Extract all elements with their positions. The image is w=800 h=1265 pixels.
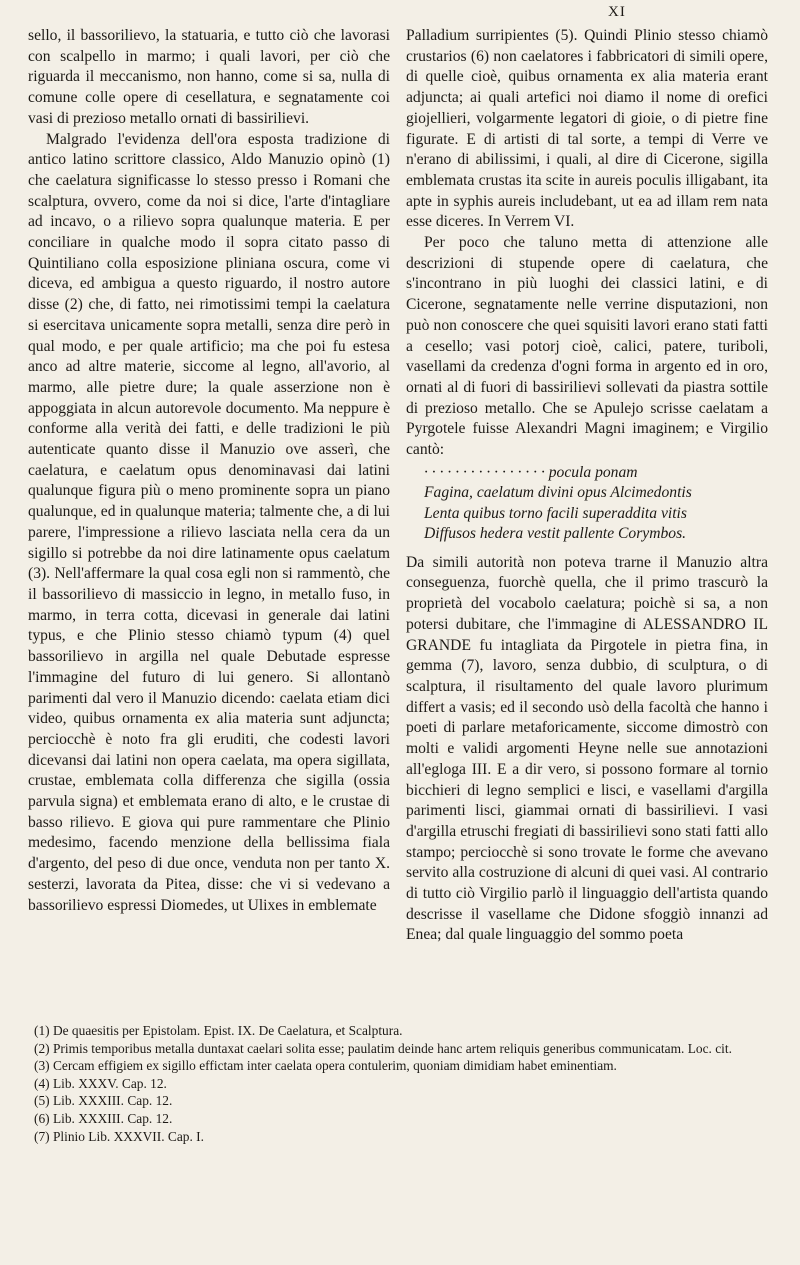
footnote-6: (6) Lib. XXXIII. Cap. 12. [34,1110,173,1126]
left-paragraph-2: Malgrado l'evidenza dell'ora esposta tradizione di antico latino scrittore classico, Aldo Manuzio opinò (1) che caelatura significasse lo stesso presso i Romani che scalptura, ovvero, come da noi si dice, l'arte d'intagliare ad incavo, o a rilievo sopra qualunque materia. E per conciliare in qualche modo il sopra citato passo di Quintiliano colla esposizione pliniana oscura, come vi diceva, ed ambigua a questo riguardo, il nostro autore disse (2) che, di fatto, nei rimotissimi tempi la caelatura si esercitava unicamente sopra metalli, senza dire però in qual modo, e per quale artificio; ma che poi fu estesa anco ad altre materie, siccome al legno, all'avorio, al marmo, alle pietre dure; la quale asserzione non è appoggiata in alcun autorevole documento. Ma neppure è conforme alla verità dei fatti, e delle tradizioni le più autenticate quanto disse il Manuzio ove asserì, che caelatura, e caelatum opus denominavasi dai latini qualunque figura più o meno prominente sopra un piano qualunque, ed in qualunque materia; talmente che, a di lui parere, l'impressione a rilievo lasciata nella cera da un sigillo si potrebbe da noi dire latinamente opus caelatum (3). Nell'affermare la qual cosa egli non si rammentò, che il bassorilievo di massiccio in legno, in metallo fuso, in marmo, in terra cotta, dicevasi in generale dai latini typus, e che Plinio stesso chiamò typum (4) quel bassorilievo in argilla nel quale Debutade espresse l'immagine del futuro di lui genero. Si allontanò parimenti dal vero il Manuzio dicendo: caelata etiam dici video, quibus ornamenta ex alia materia sunt adjuncta; perciocchè è noto fra gli eruditi, che codesti lavori dicevansi dai latini non opera caelata, ma opera sigillata, crustae, emblemata colla differenza che sigilla (ossia parvula signa) et emblemata erano di alto, e le crustae di basso rilievo. E giova qui pure rammentare che Plinio medesimo, facendo menzione della bellissima fiala d'argento, del peso di due once, venduta non per tanto X. sesterzi, lavorata da Pitea, disse: che vi si vedevano a bassorilievo espressi Diomedes, ut Ulixes in emblemate [28,130,390,914]
footnote-7: (7) Plinio Lib. XXXVII. Cap. I. [34,1128,204,1144]
footnote-5: (5) Lib. XXXIII. Cap. 12. [34,1093,173,1109]
virgil-verse-quote: · · · · · · · · · · · · · · · · pocula ponam Fagina, caelatum divini opus Alcimedontis Lenta quibus torno facili superaddita vitis Diffusos hedera vestit pallente Corymbos. [424,463,692,543]
footnote-1: (1) De quaesitis per Epistolam. Epist. IX. De Caelatura, et Scalptura. [34,1023,403,1038]
left-column [28,26,390,916]
right-paragraph-2: Per poco che taluno metta di attenzione alle descrizioni di stupende opere di caelatura, che s'incontrano in più luoghi dei classici latini, e di Cicerone, segnatamente nelle verrine disputazioni, non può non conoscere che quei squisiti lavori erano stati fatti a cesello; vasi potorj cioè, calici, patere, turiboli, vasellami da credenza d'ogni forma in argento ed in oro, ornati al di fuori di bassirilievi sollevati da piastra sottile di prezioso metallo. Che se Apulejo scrisse caelatam a Pyrgotele fuisse Alexandri Magni imaginem; e Virgilio cantò: [406,234,768,459]
footnote-4: (4) Lib. XXXV. Cap. 12. [34,1075,167,1091]
right-paragraph-3: Da simili autorità non poteva trarne il Manuzio altra conseguenza, fuorchè quella, che il primo trascurò la proprietà del vocabolo caelatura; poichè si sa, a non potersi dubitare, che l'immagine di ALESSANDRO IL GRANDE fu intagliata da Pirgotele in pietra fina, in gemma (7), lavoro, senza dubbio, di sculptura, o di scalptura, il risultamento del quale lavoro plurimum differt a vasis; ed il secondo usò della facoltà che hanno i poeti di parlare metaforicamente, siccome dimostrò con molti e validi argomenti Heyne nelle sue annotazioni all'egloga III. E a dir vero, si possono formare al tornio bicchieri di legno semplici e lisci, e vasellami d'argilla parimenti lisci, giammai ornati di bassirilievi. I vasi d'argilla etruschi fregiati di bassirilievi sono stati fatti allo stampo; perciocchè si sono trovate le forme che avevano servito alla costruzione di alcuni di quei vasi. Al contrario di tutto ciò Virgilio parlò il linguaggio dell'artista quando descrisse il vasellame che Didone sfoggiò innanzi ad Enea; dal quale linguaggio del sommo poeta [406,553,768,944]
left-paragraph-1: sello, il bassorilievo, la statuaria, e tutto ciò che lavorasi con scalpello in marmo; i quali lavori, per ciò che riguarda il meccanismo, non hanno, come si sa, nulla di comune colle opere di cesellatura, e segnatamente coi vasi di prezioso metallo ornati di bassirilievi. [28,27,390,127]
page-number: XI [608,4,626,20]
footnotes [28,1022,772,1145]
right-paragraph-1: Palladium surripientes (5). Quindi Plinio stesso chiamò crustarios (6) non caelatores i fabbricatori di simili opere, di quelle cioè, quibus ornamenta ex alia materia erant adjuncta; ai quali artefici noi diamo il nome di orefici giojellieri, volgarmente legatori di gioie, o di pietre fine figurate. E di artisti di tal sorte, a tempi di Verre ve n'erano di abilissimi, i quali, al dire di Cicerone, sigilla emblemata crustas ita scite in aureis poculis illigabant, ita apte in syphis aureis includebant, ut ea ad illam rem nata esse diceres. In Verrem VI. [406,27,768,231]
footnote-3: (3) Cercam effigiem ex sigillo effictam inter caelata opera contulerim, quoniam dimidiam habet eminentiam. [34,1058,617,1074]
footnote-2: (2) Primis temporibus metalla duntaxat caelari solita esse; paulatim deinde hanc artem reliquis generibus communicatam. Loc. cit. [34,1040,732,1056]
right-column [406,26,768,946]
